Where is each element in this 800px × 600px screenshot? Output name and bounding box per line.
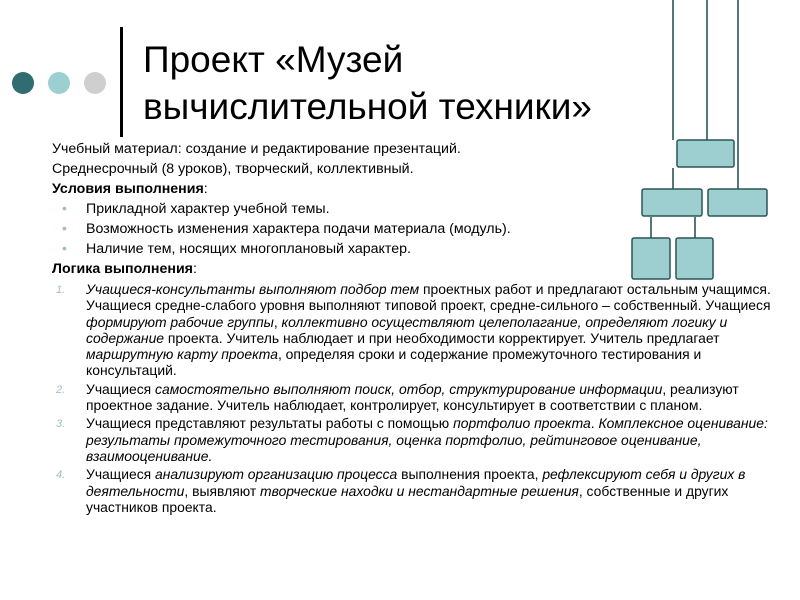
bullet-marker: • (62, 240, 67, 256)
bullet-marker: • (62, 200, 67, 216)
bullet-text: : (192, 261, 197, 277)
step-number: 1. (56, 284, 66, 296)
condition-text: Возможность изменения характера подачи материала (модуль). (86, 221, 511, 237)
step-emphasis: маршрутную карту проекта (86, 346, 278, 363)
bullet-text: Учебный материал: создание и редактирование презентаций. (52, 141, 461, 157)
step-text: Учащиеся (86, 466, 156, 483)
step-text: Учащиеся (86, 380, 156, 397)
step-emphasis: анализируют организацию процесса (155, 466, 398, 483)
condition-item (18, 221, 778, 238)
step-emphasis: Комплексное оценивание: результаты промежуточного тестирования, оценка портфолио, рейтинговое оценивание, взаимооценивание. (86, 415, 768, 464)
step-text: , выявляют (184, 482, 261, 499)
step-number: 4. (56, 469, 66, 482)
slide-content (18, 141, 778, 517)
bullet-heading: Условия выполнения (52, 181, 204, 197)
step-number: 2. (56, 383, 66, 396)
step-item (18, 381, 778, 414)
bullet-text: Среднесрочный (8 уроков), творческий, коллективный. (52, 161, 414, 177)
step-emphasis: творческие находки и нестандартные решения (260, 482, 579, 499)
step-item (18, 415, 778, 464)
bullet-marker: • (62, 220, 67, 236)
bullet-duration (18, 161, 778, 178)
step-item (18, 281, 778, 379)
condition-item (18, 241, 778, 258)
condition-text: Наличие тем, носящих многоплановый характер. (86, 241, 411, 257)
step-item (18, 466, 778, 515)
step-text: Учащиеся представляют результаты работы с помощью (86, 415, 454, 432)
step-emphasis: Учащиеся-консультанты выполняют подбор тем (86, 281, 420, 297)
bullet-material (18, 141, 778, 158)
step-text: , собственные и других участников проекта. (86, 482, 729, 515)
title-line-2: вычислительной техники» (143, 86, 592, 127)
step-emphasis: формируют рабочие группы (86, 313, 274, 330)
step-text: проектных работ и предлагают остальным учащимся. Учащиеся средне-слабого уровня выполняют типовой проект, средне-сильного – собственный. Учащиеся (86, 281, 771, 314)
step-emphasis: портфолио проекта (453, 415, 591, 432)
step-emphasis: коллективно осуществляют целеполагание, определяют логику и содержание (86, 313, 728, 346)
bullet-logic (18, 261, 778, 278)
step-text: , (273, 313, 282, 330)
step-emphasis: рефлексируют себя и других в деятельности (86, 466, 746, 499)
step-emphasis: самостоятельно выполняют поиск, отбор, структурирование информации (155, 380, 663, 397)
bullet-text: : (203, 181, 208, 197)
condition-item (18, 201, 778, 218)
steps-list (18, 281, 778, 515)
step-text: , определяя сроки и содержание промежуточного тестирования и консультаций. (86, 346, 702, 379)
title-line-1: Проект «Музей (143, 39, 404, 80)
step-text: выполнения проекта, (397, 466, 543, 483)
bullet-heading: Логика выполнения (52, 261, 193, 277)
step-text: , реализуют проектное задание. Учитель наблюдает, контролирует, консультирует в соответствии с планом. (86, 380, 739, 414)
step-number: 3. (56, 418, 66, 431)
bullet-conditions (18, 181, 778, 198)
step-text: . (590, 415, 599, 432)
condition-text: Прикладной характер учебной темы. (86, 201, 330, 217)
step-text: проекта. Учитель наблюдает и при необходимости корректирует. Учитель предлагает (164, 329, 720, 346)
